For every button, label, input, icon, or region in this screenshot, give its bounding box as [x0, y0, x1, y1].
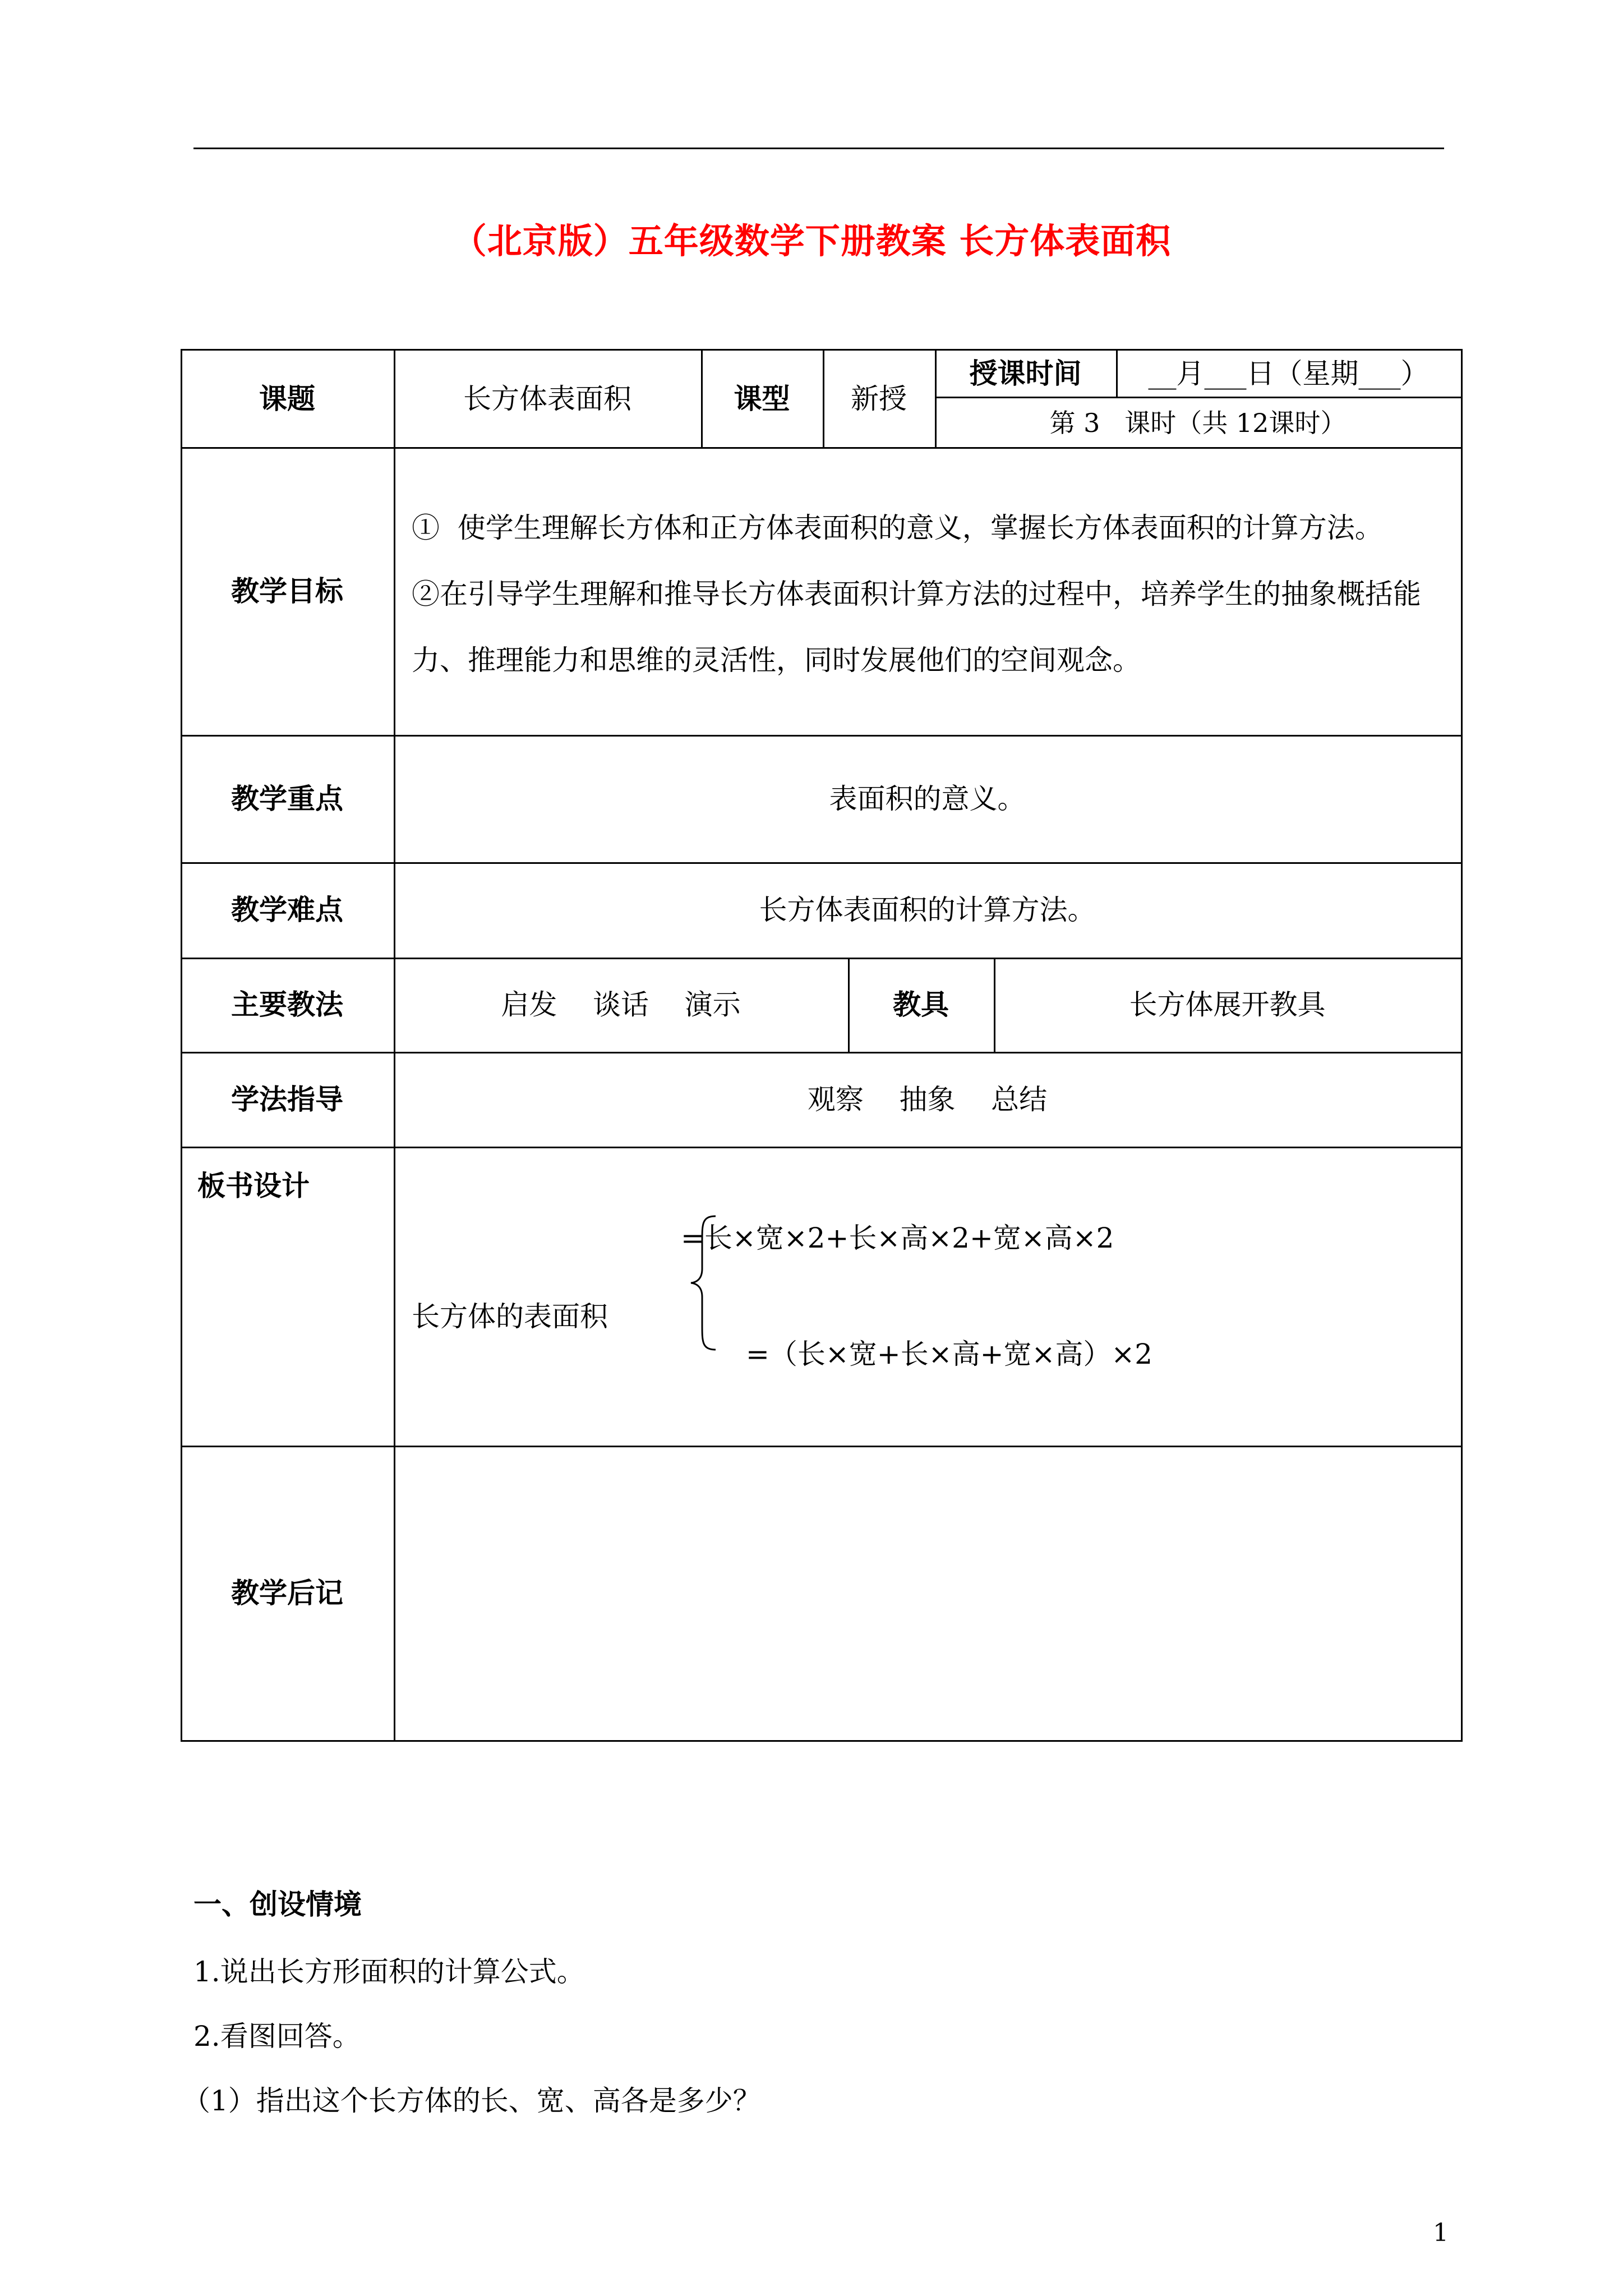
section-item-2: 2.看图回答。	[193, 2020, 361, 2053]
page-number: 1	[1433, 2219, 1449, 2247]
board-formula-2: =（长×宽+长×高+宽×高）×2	[746, 1338, 1153, 1370]
difficulty-label: 教学难点	[231, 894, 343, 926]
time-label: 授课时间	[969, 357, 1082, 390]
topic-value: 长方体表面积	[463, 383, 631, 415]
topic-label: 课题	[259, 383, 315, 415]
reflection-label: 教学后记	[231, 1576, 343, 1609]
study-value: 观察 抽象 总结	[807, 1083, 1048, 1116]
document-title: （北京版）五年级数学下册教案 长方体表面积	[451, 220, 1172, 261]
objective-line: 力、推理能力和思维的灵活性，同时发展他们的空间观念。	[412, 644, 1141, 677]
objective-line: ②在引导学生理解和推导长方体表面积计算方法的过程中，培养学生的抽象概括能	[412, 578, 1421, 610]
objectives-text	[412, 495, 1455, 693]
lesson-count: 第 3 课时（共 12课时）	[1049, 407, 1347, 438]
key-value: 表面积的意义。	[829, 782, 1026, 815]
header-rule	[193, 148, 1444, 149]
method-value: 启发 谈话 演示	[501, 988, 741, 1021]
type-label: 课型	[734, 383, 790, 415]
key-label: 教学重点	[231, 782, 343, 815]
section-heading: 一、创设情境	[193, 1888, 362, 1921]
section-item-3: （1）指出这个长方体的长、宽、高各是多少？	[182, 2085, 761, 2117]
tools-value: 长方体展开教具	[1129, 988, 1326, 1021]
difficulty-value: 长方体表面积的计算方法。	[759, 894, 1096, 926]
board-left-text: 长方体的表面积	[412, 1300, 608, 1333]
tools-label: 教具	[893, 988, 949, 1021]
method-label: 主要教法	[231, 988, 343, 1021]
section-item-1: 1.说出长方形面积的计算公式。	[193, 1955, 585, 1988]
board-formula-1: =长×宽×2+长×高×2+宽×高×2	[681, 1222, 1114, 1254]
lesson-plan-table	[181, 349, 1461, 1740]
type-value: 新授	[851, 383, 907, 415]
objectives-label: 教学目标	[231, 574, 343, 608]
study-label: 学法指导	[231, 1083, 343, 1116]
time-value: __月___日（星期___）	[1148, 357, 1429, 390]
objective-line: ① 使学生理解长方体和正方体表面积的意义，掌握长方体表面积的计算方法。	[412, 512, 1383, 544]
board-label: 板书设计	[197, 1170, 310, 1202]
